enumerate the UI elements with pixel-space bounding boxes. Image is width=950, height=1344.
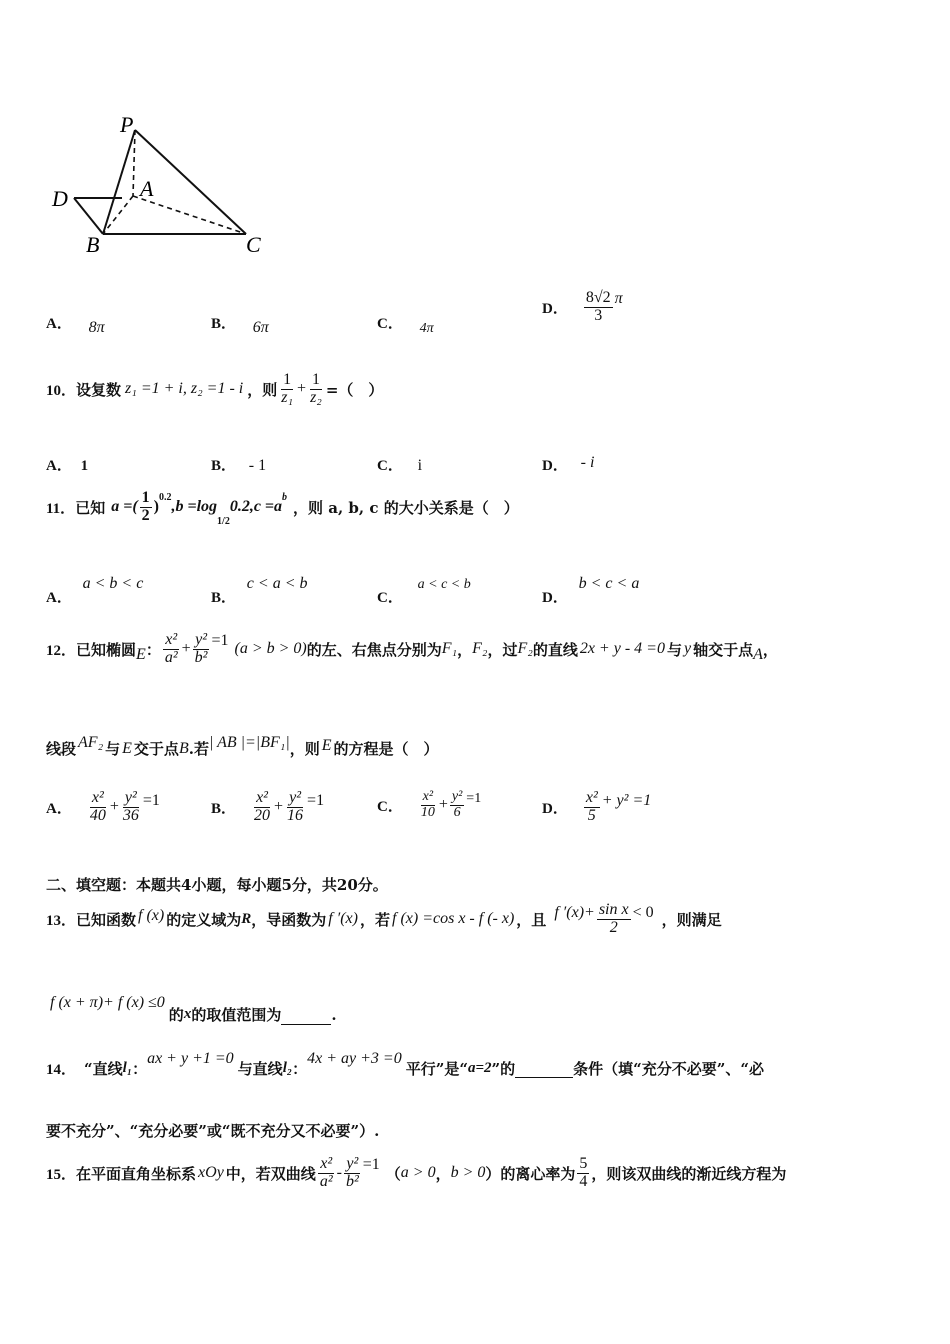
equation-tail: =1: [362, 1156, 380, 1174]
stem-text: ，过: [487, 640, 518, 659]
math-expression: | AB |=|BF₁|: [208, 733, 290, 751]
q12-stem-line2: [46, 733, 439, 759]
math-symbol: l₁: [122, 1060, 133, 1076]
option-label: A．: [46, 458, 72, 474]
stem-text: ，则该双曲线的渐近线方程为: [591, 1164, 787, 1183]
question-number: 10．: [46, 382, 77, 399]
fraction-denominator: 2: [141, 506, 150, 524]
question-number: 13．: [46, 912, 77, 929]
log-base: 1/2: [217, 515, 230, 527]
q14-stem-line1: [46, 1049, 765, 1079]
option-label: D．: [542, 458, 568, 474]
q12-option-d: [542, 790, 651, 825]
plus-sign: +: [181, 640, 191, 658]
q11-option-b: [211, 572, 308, 606]
q11-option-d: [542, 572, 640, 606]
equation-tail: + y² =1: [601, 792, 652, 810]
stem-text: 在平面直角坐标系: [76, 1164, 197, 1183]
math-symbol: E: [321, 736, 332, 754]
stem-text: ，若: [359, 910, 390, 929]
q14-stem-line2: 要不充分”、“充分必要”或“既不充分又不必要”）.: [46, 1122, 380, 1140]
option-text: 4π: [419, 321, 434, 336]
condition: (a > b > 0): [234, 640, 307, 658]
label-a: A: [140, 176, 154, 201]
stem-text: 交于点: [133, 740, 179, 758]
fraction-numerator: 5: [579, 1155, 588, 1172]
stem-text: ：: [292, 1060, 308, 1078]
stem-text: ，: [435, 1164, 451, 1183]
q10-option-d: [542, 454, 594, 475]
q11-option-c: [377, 572, 471, 606]
stem-text: 的方程是（ ）: [333, 740, 439, 758]
stem-text: ，: [762, 640, 778, 659]
fraction-denominator: z₁: [281, 388, 294, 406]
fraction: $\frac{\text{x²}}{20}$: [254, 789, 271, 824]
stem-text: ，则 a, b, c 的大小关系是（ ）: [293, 498, 519, 517]
fraction: $\frac{\text{y²}}{\text{b²}}$: [345, 1155, 359, 1190]
equation-tail: =1: [307, 792, 325, 810]
condition: b > 0: [450, 1164, 486, 1182]
stem-text: ）的离心率为: [485, 1164, 576, 1183]
section-heading: 二、填空题：本题共4小题，每小题5分，共20分。: [46, 876, 388, 894]
stem-text: 已知: [75, 498, 106, 517]
stem-text: ：: [132, 1060, 148, 1078]
stem-text: 的取值范围为: [191, 1006, 282, 1024]
fraction: [279, 372, 295, 407]
math-symbol: F₁: [441, 640, 458, 658]
option-label: A．: [46, 590, 72, 606]
expr-b-arg: 0.2,c =a: [229, 498, 283, 516]
label-d: D: [52, 186, 68, 211]
stem-text: ，则: [289, 740, 320, 758]
option-label: C．: [377, 798, 403, 815]
stem-text: ，导函数为: [251, 910, 327, 929]
fraction-numerator: 1: [311, 371, 320, 388]
q10-stem: [46, 372, 383, 407]
line-equation: 2x + y - 4 =0: [579, 640, 665, 658]
q12-option-b: B． $\frac{\text{x²}}{20}$ + $\frac{\text{y²}}{16}$ =1: [211, 789, 325, 824]
stem-text: 与直线: [237, 1060, 283, 1078]
option-text: i: [417, 457, 423, 474]
option-label: C．: [377, 590, 403, 606]
fraction-numerator: 1: [283, 371, 292, 388]
option-text: 6π: [252, 319, 269, 336]
condition: z₁ =1 + i, z₂ =1 - i: [125, 380, 244, 398]
option-text: a < c < b: [417, 577, 471, 592]
fraction-denominator: 2: [609, 918, 618, 936]
math-symbol: AF₂: [78, 733, 104, 751]
label-b: B: [86, 232, 100, 257]
fraction: [308, 372, 324, 407]
expr-b: ,b =log: [171, 498, 218, 516]
q12-stem-line1: [46, 632, 778, 667]
exponent: 0.2: [158, 491, 172, 503]
math-symbol: y: [683, 640, 692, 658]
question-number: 15．: [46, 1166, 77, 1183]
line-equation: 4x + ay +3 =0: [307, 1049, 402, 1067]
q9-option-c: [377, 312, 434, 336]
q13-stem-line1: [46, 902, 722, 937]
stem-text: 与: [666, 640, 682, 659]
line-equation: ax + y +1 =0: [147, 1049, 234, 1067]
stem-text: ，: [457, 640, 473, 659]
plus-sign: +: [297, 380, 307, 398]
fraction: $\frac{\text{x²}}{5}$: [585, 789, 598, 824]
expr-a: a =(: [111, 498, 138, 516]
answer-blank[interactable]: [281, 1004, 331, 1025]
fraction-numerator: sin x: [598, 901, 629, 918]
math-symbol: x: [183, 1006, 192, 1022]
math-symbol: F₂: [472, 640, 488, 658]
q11-stem: [46, 490, 519, 525]
exponent: b: [282, 491, 288, 503]
label-c: C: [246, 232, 261, 257]
stem-text: 条件（填“充分不必要”、“必: [573, 1060, 765, 1078]
option-label: B．: [211, 800, 237, 817]
fraction: [577, 1156, 589, 1191]
stem-text: 的定义域为: [166, 910, 242, 929]
q15-stem: [46, 1156, 786, 1191]
fraction: $\frac{\text{x²}}{\text{a²}}$: [164, 631, 178, 666]
option-text: - i: [580, 454, 595, 471]
math-expression: f (x + π)+ f (x) ≤0: [50, 993, 165, 1011]
option-text: 8π: [88, 319, 105, 336]
option-fraction: [584, 290, 613, 325]
stem-text: .: [331, 1005, 337, 1024]
math-expression: < 0: [632, 904, 654, 922]
fraction: $\frac{\text{x²}}{10}$: [420, 789, 435, 820]
stem-text: 的直线: [532, 640, 578, 659]
fraction-numerator: 1: [141, 489, 150, 506]
q13-stem-line2: [50, 993, 337, 1024]
option-label: B．: [211, 590, 237, 606]
math-symbol: F₂: [517, 640, 533, 658]
option-label: D．: [542, 300, 568, 317]
q12-option-c: C． $\frac{\text{x²}}{10}$ + $\frac{\text{y²}}{6}$ =1: [377, 789, 482, 820]
label-p: P: [120, 112, 134, 137]
math-symbol: E: [122, 739, 132, 757]
minus-sign: -: [336, 1164, 342, 1182]
stem-text: 已知函数: [76, 910, 137, 929]
answer-blank[interactable]: [515, 1059, 573, 1078]
stem-text: 平行”是“: [405, 1060, 468, 1078]
stem-text: 设复数: [76, 380, 122, 399]
option-label: D．: [542, 800, 568, 817]
pyramid-figure: [40, 108, 280, 263]
option-text: - 1: [248, 457, 267, 474]
condition: a > 0: [400, 1164, 436, 1182]
math-symbol: E: [136, 646, 146, 664]
expr-a-tail: ): [153, 498, 159, 516]
equation-tail: =1: [142, 792, 160, 810]
option-text: b < c < a: [578, 575, 640, 592]
question-number: 12．: [46, 642, 77, 659]
stem-text: 已知椭圆: [76, 640, 137, 659]
q11-option-a: [46, 572, 144, 606]
question-number: 14．: [46, 1062, 77, 1078]
option-label: C．: [377, 458, 403, 474]
equation-tail: =1: [466, 791, 482, 807]
option-text: c < a < b: [246, 575, 308, 592]
option-tail: π: [614, 290, 623, 308]
math-symbol: xOy: [198, 1164, 224, 1182]
stem-text: ：: [145, 640, 161, 659]
stem-text: （: [385, 1164, 401, 1183]
q12-option-a: A． $\frac{\text{x²}}{40}$ + $\frac{\text{y²}}{36}$ =1: [46, 789, 160, 824]
q10-option-c: [377, 454, 422, 475]
math-symbol: l₂: [282, 1060, 293, 1076]
option-label: B．: [211, 458, 237, 474]
option-label: A．: [46, 800, 72, 817]
q10-option-b: [211, 454, 266, 475]
math-symbol: B: [178, 739, 189, 757]
stem-text: ，则满足: [661, 910, 722, 929]
fraction: $\frac{\text{x²}}{40}$: [89, 789, 106, 824]
option-label: B．: [211, 316, 237, 332]
fraction-numerator: 8√2: [585, 289, 611, 306]
math-symbol: A: [753, 646, 763, 664]
stem-text: 轴交于点: [693, 640, 754, 659]
fraction-denominator: z₂: [310, 388, 322, 406]
stem-text: ，则: [247, 380, 278, 399]
stem-text: 的: [168, 1006, 184, 1024]
fraction: $\frac{\text{y²}}{\text{b²}}$: [194, 631, 208, 666]
fraction: $\frac{\text{x²}}{\text{a²}}$: [319, 1155, 333, 1190]
stem-text: 中，若双曲线: [225, 1164, 316, 1183]
math-expression: f ′(x)+: [554, 904, 595, 922]
stem-text: 与: [105, 740, 121, 758]
stem-text: ，且: [516, 910, 547, 929]
stem-text: ”的: [491, 1060, 516, 1078]
q9-option-b: [211, 312, 269, 336]
stem-text: =（ ）: [325, 380, 384, 399]
fraction: [597, 902, 631, 937]
option-label: D．: [542, 590, 568, 606]
option-text: a < b < c: [82, 575, 144, 592]
stem-text: 的左、右焦点分别为: [306, 640, 442, 659]
q9-option-d: [542, 290, 623, 325]
stem-text: .若: [188, 740, 209, 758]
equation-tail: =1: [211, 632, 229, 650]
q9-option-a: [46, 312, 105, 336]
math-symbol: a=2: [467, 1060, 492, 1076]
math-expression: f (x) =cos x - f (- x): [392, 910, 515, 928]
fraction: [140, 490, 152, 525]
stem-text: “直线: [84, 1060, 123, 1078]
question-number: 11．: [46, 500, 76, 517]
math-symbol: R: [241, 910, 252, 927]
option-label: A．: [46, 316, 72, 332]
fraction: $\frac{\text{y²}}{36}$: [122, 789, 139, 824]
fraction: $\frac{\text{y²}}{16}$: [287, 789, 304, 824]
fraction-denominator: 4: [579, 1172, 588, 1190]
option-text: 1: [80, 458, 89, 474]
option-label: C．: [377, 316, 403, 332]
q10-option-a: [46, 454, 88, 475]
math-expression: f (x): [138, 907, 165, 925]
fraction: $\frac{\text{y²}}{6}$: [451, 789, 463, 820]
math-expression: f ′(x): [328, 910, 358, 928]
stem-text: 线段: [46, 740, 77, 758]
fraction-denominator: 3: [594, 306, 603, 324]
